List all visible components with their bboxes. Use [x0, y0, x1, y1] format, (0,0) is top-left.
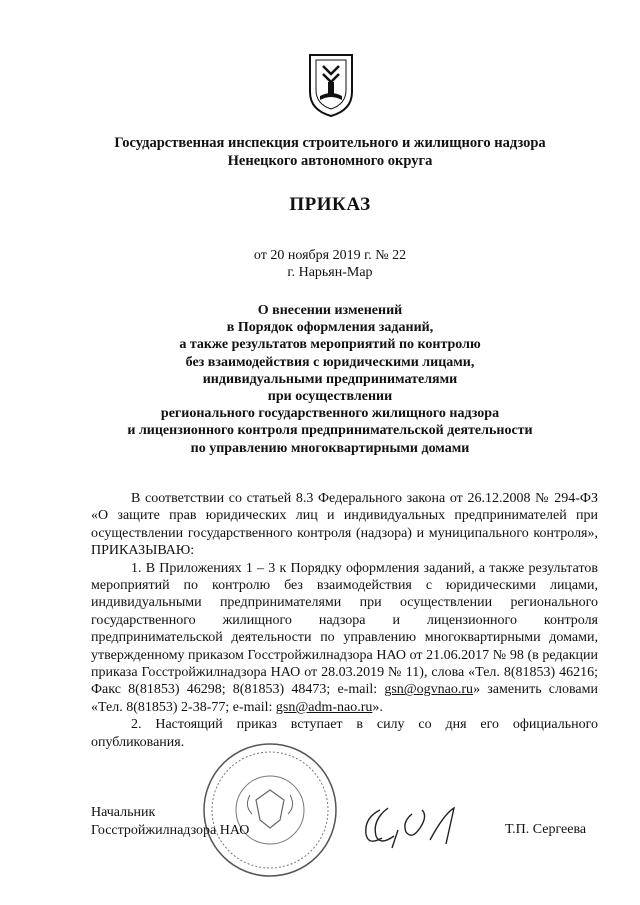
- subject-line: по управлению многоквартирными домами: [190, 440, 470, 456]
- document-meta: [40, 247, 620, 281]
- subject-line: и лицензионного контроля предпринимательской деятельности: [127, 423, 533, 439]
- position-line-1: Начальник: [91, 805, 156, 820]
- subject-line: при осуществлении: [267, 389, 393, 405]
- city: г. Нарьян-Мар: [287, 265, 373, 280]
- organization-line-2: Ненецкого автономного округа: [227, 153, 433, 169]
- subject-line: в Порядок оформления заданий,: [226, 320, 434, 336]
- handwritten-signature: [358, 800, 478, 850]
- preamble-paragraph: В соответствии со статьей 8.3 Федерального закона от 26.12.2008 № 294-ФЗ «О защите прав юридических лиц и индивидуальных предпринимателей при осуществлении государственного контроля (надзора) и муниципального контроля», ПРИКАЗЫВАЮ:: [91, 491, 598, 559]
- clause-1-text-a: 1. В Приложениях 1 – 3 к Порядку оформления заданий, а также результатов мероприятий по контролю без взаимодействия с юридическими лицами, индивидуальными предпринимателями при осуществлении регионального государственного жилищного надзора и лицензионного контроля предпринимательской деятельности по управлению многоквартирными домами, утвержденному приказом Госстройжилнадзора НАО от 21.06.2017 № 98 (в редакции приказа Госстройжилнадзора НАО от 28.03.2019 № 11), слова «Тел. 8(81853) 46216; Факс 8(81853) 46298; 8(81853) 48473; e-mail:: [91, 560, 598, 698]
- signatory-name: Т.П. Сергеева: [505, 822, 587, 837]
- coat-of-arms-emblem: [306, 52, 356, 118]
- new-email-link[interactable]: gsn@adm-nao.ru: [275, 699, 373, 715]
- clause-1-text-b: » заменить словами «Тел. 8(81853) 2-38-77; e-mail:: [91, 682, 598, 715]
- clause-1-text-c: ».: [372, 699, 383, 715]
- subject-line: а также результатов мероприятий по контролю: [179, 337, 481, 353]
- signatory-position: [91, 804, 249, 840]
- subject-line: О внесении изменений: [257, 303, 403, 318]
- clause-1-paragraph: [91, 560, 598, 717]
- document-type-heading: ПРИКАЗ: [289, 194, 371, 215]
- subject-line: без взаимодействия с юридическими лицами,: [185, 354, 475, 370]
- old-email-link[interactable]: gsn@ogvnao.ru: [384, 682, 474, 698]
- order-body: [91, 490, 598, 751]
- document-subject: [40, 302, 620, 457]
- subject-line: индивидуальными предпринимателями: [202, 371, 458, 387]
- position-line-2: Госстройжилнадзора НАО: [91, 823, 250, 838]
- organization-line-1: Государственная инспекция строительного и жилищного надзора: [114, 135, 546, 151]
- clause-2-paragraph: 2. Настоящий приказ вступает в силу со дня его официального опубликования.: [91, 717, 598, 750]
- organization-name: [40, 134, 620, 170]
- date-and-number: от 20 ноября 2019 г. № 22: [253, 248, 407, 263]
- subject-line: регионального государственного жилищного надзора: [160, 406, 500, 422]
